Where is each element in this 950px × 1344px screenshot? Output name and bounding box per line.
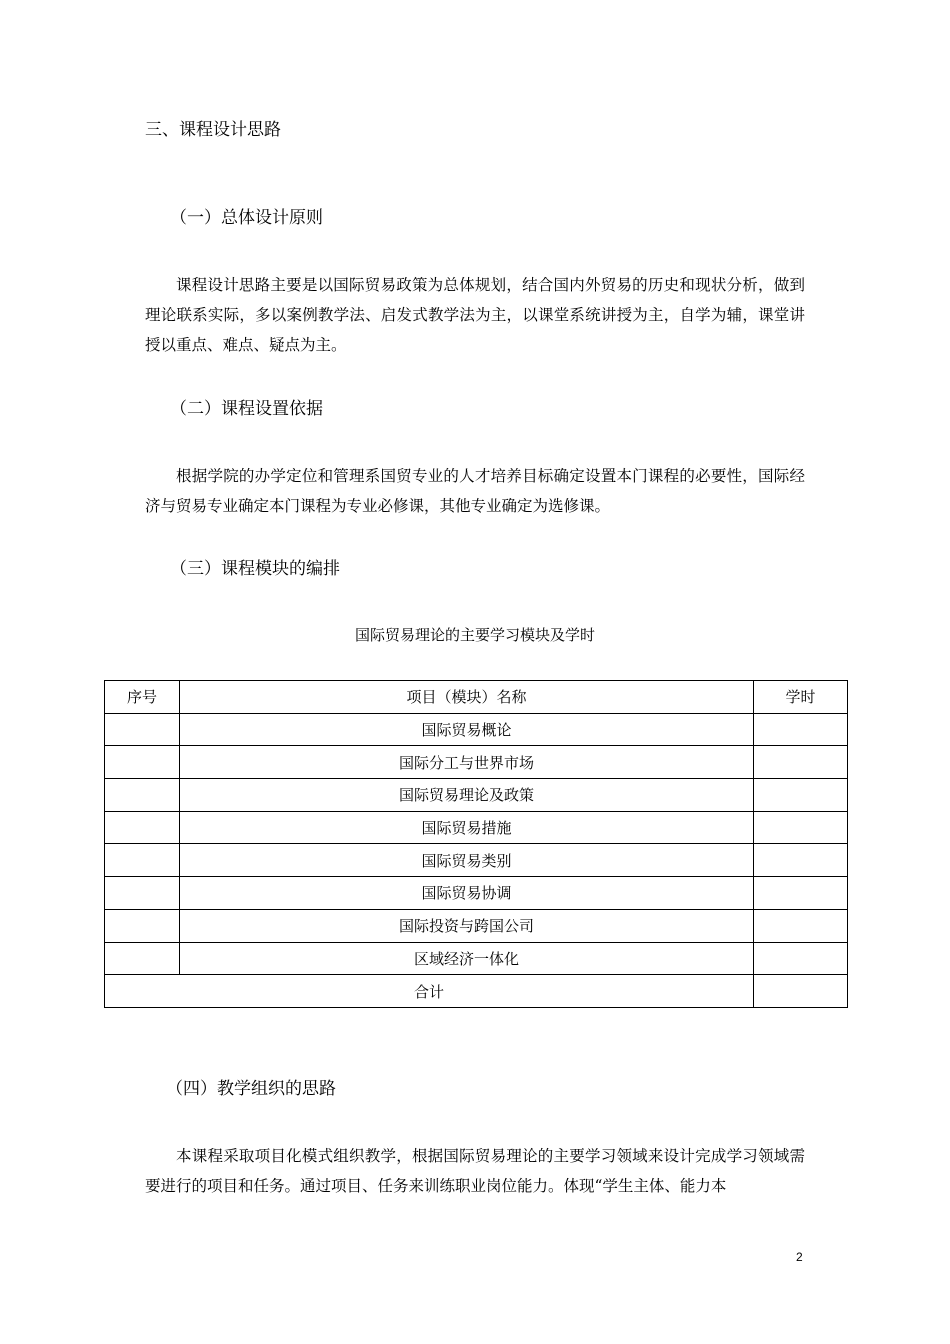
- table-row: [105, 877, 848, 910]
- table-row: [105, 942, 848, 975]
- cell-hours: [754, 713, 848, 746]
- subsection-heading-2: （二）课程设置依据: [170, 399, 323, 419]
- header-index: 序号: [105, 681, 180, 714]
- cell-module-name: 国际贸易协调: [180, 877, 754, 910]
- cell-module-name: 国际贸易措施: [180, 811, 754, 844]
- cell-index: [105, 877, 180, 910]
- cell-module-name: 国际贸易理论及政策: [180, 779, 754, 812]
- cell-hours: [754, 909, 848, 942]
- subsection-heading-3: （三）课程模块的编排: [170, 559, 340, 579]
- cell-index: [105, 746, 180, 779]
- cell-index: [105, 811, 180, 844]
- cell-module-name: 国际投资与跨国公司: [180, 909, 754, 942]
- header-module-name: 项目（模块）名称: [180, 681, 754, 714]
- cell-total-label: 合计: [105, 975, 754, 1008]
- cell-module-name: 国际贸易类别: [180, 844, 754, 877]
- cell-hours: [754, 779, 848, 812]
- cell-index: [105, 713, 180, 746]
- cell-module-name: 区域经济一体化: [180, 942, 754, 975]
- table-row: [105, 779, 848, 812]
- cell-index: [105, 844, 180, 877]
- paragraph-course-basis: 根据学院的办学定位和管理系国贸专业的人才培养目标确定设置本门课程的必要性，国际经济与贸易专业确定本门课程为专业必修课，其他专业确定为选修课。: [145, 467, 805, 515]
- header-hours: 学时: [754, 681, 848, 714]
- cell-hours: [754, 877, 848, 910]
- table-row: [105, 811, 848, 844]
- cell-index: [105, 909, 180, 942]
- table-total-row: [105, 975, 848, 1008]
- cell-hours: [754, 746, 848, 779]
- cell-hours: [754, 844, 848, 877]
- subsection-heading-4: （四）教学组织的思路: [166, 1079, 336, 1099]
- cell-module-name: 国际贸易概论: [180, 713, 754, 746]
- table-row: [105, 713, 848, 746]
- cell-total-hours: [754, 975, 848, 1008]
- paragraph-design-principle: 课程设计思路主要是以国际贸易政策为总体规划，结合国内外贸易的历史和现状分析，做到理论联系实际，多以案例教学法、启发式教学法为主，以课堂系统讲授为主，自学为辅，课堂讲授以重点、难点、疑点为主。: [145, 276, 805, 354]
- table-row: [105, 844, 848, 877]
- table-row: [105, 909, 848, 942]
- subsection-heading-1: （一）总体设计原则: [170, 208, 323, 228]
- modules-table: [104, 680, 848, 1008]
- cell-index: [105, 942, 180, 975]
- cell-module-name: 国际分工与世界市场: [180, 746, 754, 779]
- page-number: 2: [796, 1250, 803, 1264]
- table-row: [105, 746, 848, 779]
- cell-hours: [754, 811, 848, 844]
- table-caption: 国际贸易理论的主要学习模块及学时: [354, 626, 595, 644]
- table-header-row: [105, 681, 848, 714]
- section-title: 三、课程设计思路: [145, 120, 281, 140]
- paragraph-teaching-organization: 本课程采取项目化模式组织教学，根据国际贸易理论的主要学习领域来设计完成学习领域需要进行的项目和任务。通过项目、任务来训练职业岗位能力。体现“学生主体、能力本: [145, 1147, 805, 1195]
- cell-index: [105, 779, 180, 812]
- cell-hours: [754, 942, 848, 975]
